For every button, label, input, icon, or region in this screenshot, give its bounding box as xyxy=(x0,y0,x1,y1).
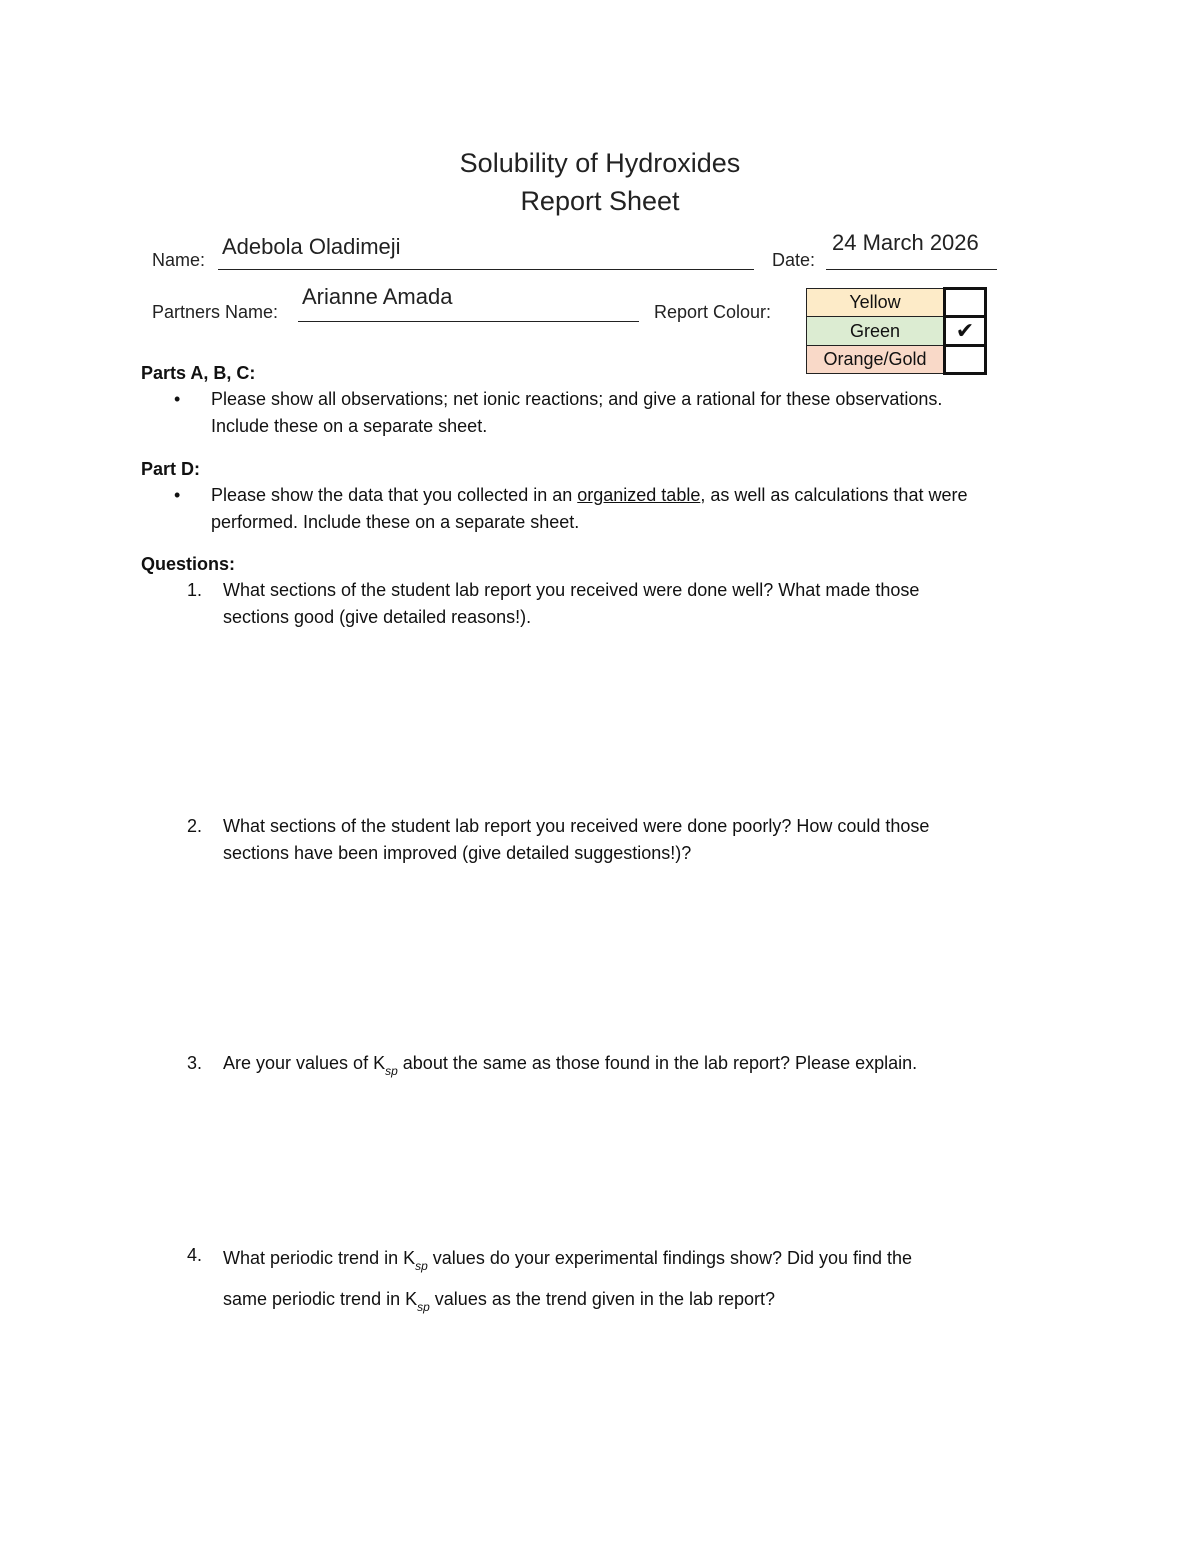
name-field[interactable]: Adebola Oladimeji xyxy=(222,234,401,259)
name-label: Name: xyxy=(152,250,206,270)
part-d-instructions xyxy=(211,482,1091,536)
colour-option-green: Green xyxy=(807,317,945,346)
bullet-icon: • xyxy=(174,485,181,505)
parts-abc-line1: Please show all observations; net ionic reactions; and give a rational for these observations. xyxy=(211,389,943,409)
part-d-line2: performed. Include these on a separate sheet. xyxy=(211,512,580,532)
organized-table-text: organized table xyxy=(577,485,701,505)
question-2 xyxy=(223,813,1103,867)
part-d-heading: Part D: xyxy=(141,459,201,479)
ksp-subscript: sp xyxy=(385,1064,398,1078)
question-4-line1-text: What periodic trend in K xyxy=(223,1248,416,1268)
ksp-subscript: sp xyxy=(415,1259,428,1273)
questions-heading: Questions: xyxy=(141,554,236,574)
partners-field[interactable]: Arianne Amada xyxy=(302,284,453,309)
question-3-text-end: about the same as those found in the lab report? Please explain. xyxy=(397,1053,918,1073)
question-4-line2 xyxy=(223,1283,1123,1324)
parts-abc-line2: Include these on a separate sheet. xyxy=(211,416,488,436)
question-4-line2-end: values as the trend given in the lab report? xyxy=(429,1289,776,1309)
part-d-line1-text: Please show the data that you collected in an xyxy=(211,485,578,505)
question-2-line1: What sections of the student lab report you received were done poorly? How could those xyxy=(223,816,930,836)
question-3 xyxy=(223,1050,1123,1085)
colour-checkbox-orange-gold[interactable] xyxy=(945,346,986,374)
date-label: Date: xyxy=(772,250,816,270)
date-field[interactable]: 24 March 2026 xyxy=(832,230,979,255)
question-1-line2: sections good (give detailed reasons!). xyxy=(223,607,532,627)
question-4-line1-end: values do your experimental findings show? Did you find the xyxy=(427,1248,913,1268)
page-title: Solubility of Hydroxides xyxy=(459,148,741,178)
question-1 xyxy=(223,577,1103,631)
colour-option-orange-gold: Orange/Gold xyxy=(807,346,945,374)
colour-row-green xyxy=(807,317,986,346)
bullet-icon: • xyxy=(174,389,181,409)
colour-row-yellow xyxy=(807,289,986,317)
date-line xyxy=(826,269,997,270)
name-line xyxy=(218,269,754,270)
question-number: 2. xyxy=(187,816,203,836)
parts-abc-heading: Parts A, B, C: xyxy=(141,363,256,383)
colour-row-orange-gold xyxy=(807,346,986,374)
question-3-text: Are your values of K xyxy=(223,1053,386,1073)
partners-label: Partners Name: xyxy=(152,302,279,322)
question-number: 4. xyxy=(187,1245,203,1265)
part-d-line1-end: , as well as calculations that were xyxy=(700,485,968,505)
colour-checkbox-green[interactable]: ✔ xyxy=(945,317,986,346)
question-4-line2-text: same periodic trend in K xyxy=(223,1289,418,1309)
question-4 xyxy=(223,1242,1123,1324)
colour-checkbox-yellow[interactable] xyxy=(945,289,986,317)
report-colour-label: Report Colour: xyxy=(654,302,772,322)
question-1-line1: What sections of the student lab report you received were done well? What made those xyxy=(223,580,920,600)
colour-option-yellow: Yellow xyxy=(807,289,945,317)
part-d-line1 xyxy=(211,482,1091,509)
question-4-line1 xyxy=(223,1242,1123,1283)
question-number: 3. xyxy=(187,1053,203,1073)
page-subtitle: Report Sheet xyxy=(520,186,680,216)
question-number: 1. xyxy=(187,580,203,600)
report-colour-table xyxy=(806,287,987,375)
parts-abc-instructions xyxy=(211,386,1091,440)
partners-line xyxy=(298,321,639,322)
ksp-subscript: sp xyxy=(417,1300,430,1314)
question-2-line2: sections have been improved (give detailed suggestions!)? xyxy=(223,843,692,863)
